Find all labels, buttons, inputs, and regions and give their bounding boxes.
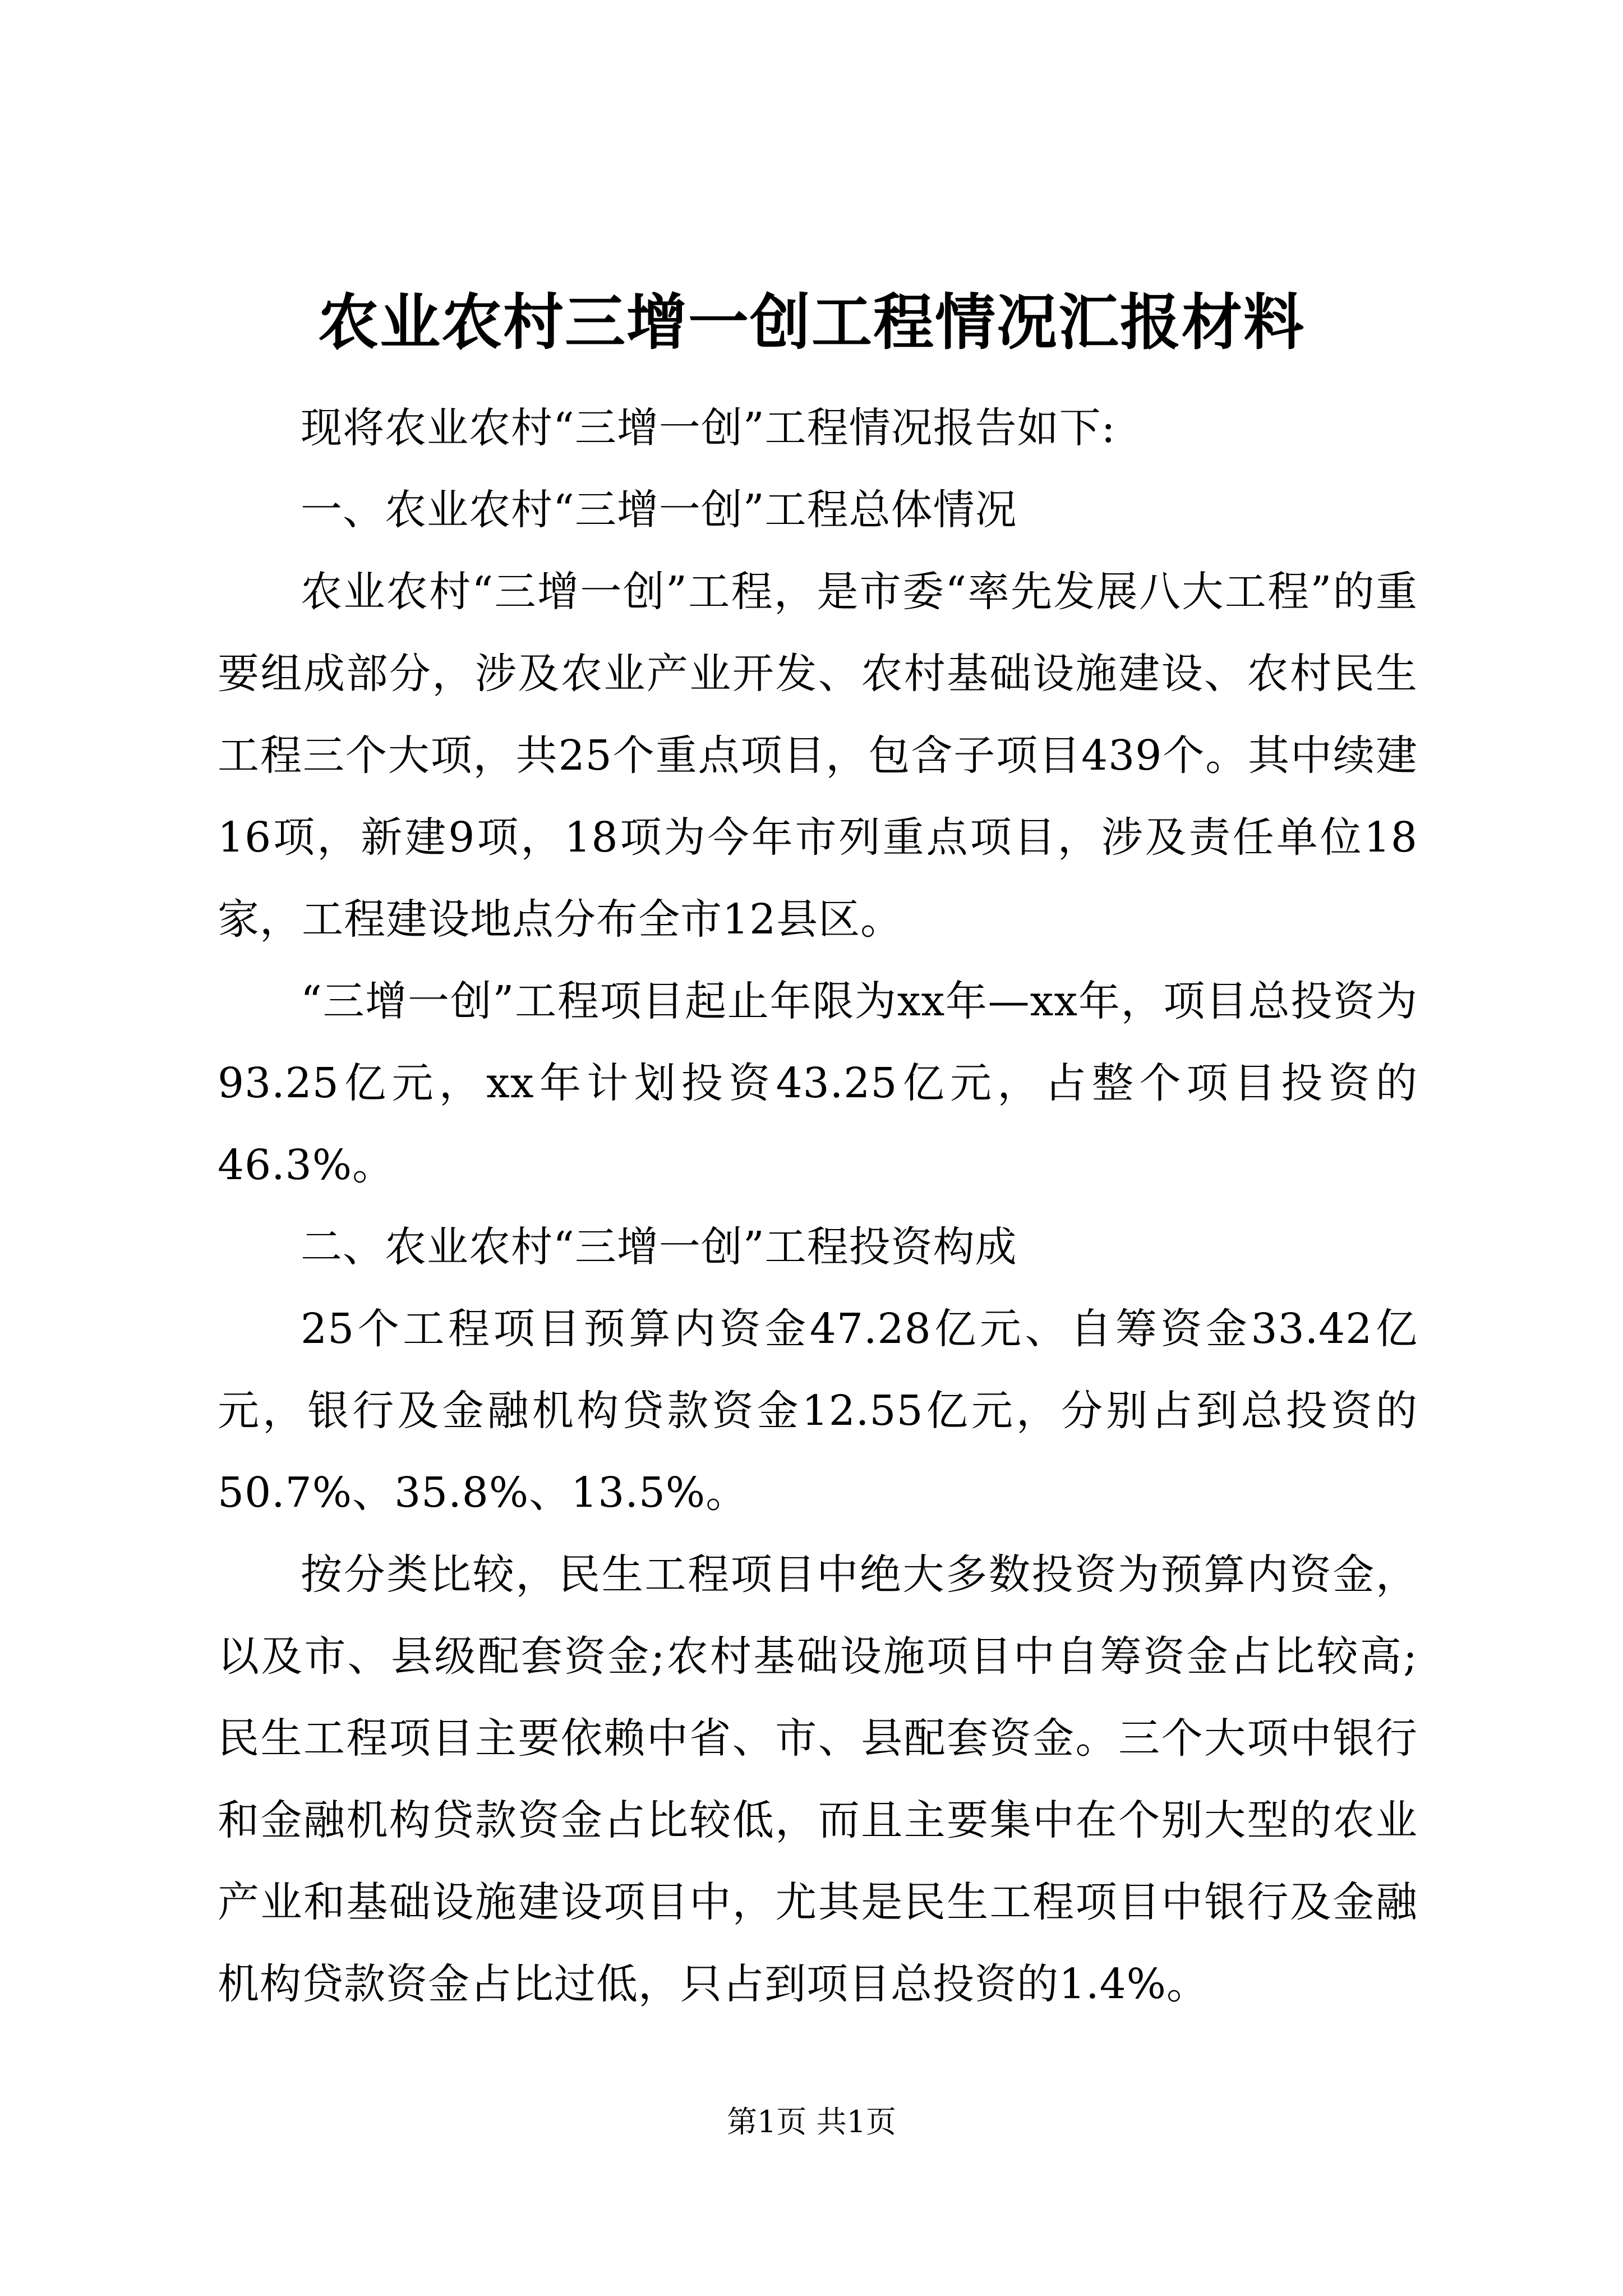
overview-paragraph: 农业农村“三增一创”工程，是市委“率先发展八大工程”的重要组成部分，涉及农业产业开发、农村基础设施建设、农村民生工程三个大项，共25个重点项目，包含子项目439个。其中续建16项，新建9项，18项为今年市列重点项目，涉及责任单位18家，工程建设地点分布全市12县区。 xyxy=(218,568,1418,944)
page-footer: 第1页 共1页 xyxy=(727,2104,896,2139)
intro-paragraph: 现将农业农村“三增一创”工程情况报告如下: xyxy=(301,404,1116,452)
document-body xyxy=(218,387,1418,2025)
section-heading-1: 一、农业农村“三增一创”工程总体情况 xyxy=(301,486,1017,534)
category-comparison-paragraph: 按分类比较，民生工程项目中绝大多数投资为预算内资金，以及市、县级配套资金;农村基础设施项目中自筹资金占比较高;民生工程项目主要依赖中省、市、县配套资金。三个大项中银行和金融机构贷款资金占比较低，而且主要集中在个别大型的农业产业和基础设施建设项目中，尤其是民生工程项目中银行及金融机构贷款资金占比过低，只占到项目总投资的1.4%。 xyxy=(218,1550,1418,2008)
document-title: 农业农村三增一创工程情况汇报材料 xyxy=(317,287,1305,358)
funding-sources-paragraph: 25个工程项目预算内资金47.28亿元、自筹资金33.42亿元，银行及金融机构贷款资金12.55亿元，分别占到总投资的50.7%、35.8%、13.5%。 xyxy=(218,1305,1418,1517)
section-heading-2: 二、农业农村“三增一创”工程投资构成 xyxy=(301,1223,1017,1271)
investment-period-paragraph: “三增一创”工程项目起止年限为xx年—xx年，项目总投资为93.25亿元，xx年计划投资43.25亿元，占整个项目投资的46.3%。 xyxy=(218,977,1418,1189)
